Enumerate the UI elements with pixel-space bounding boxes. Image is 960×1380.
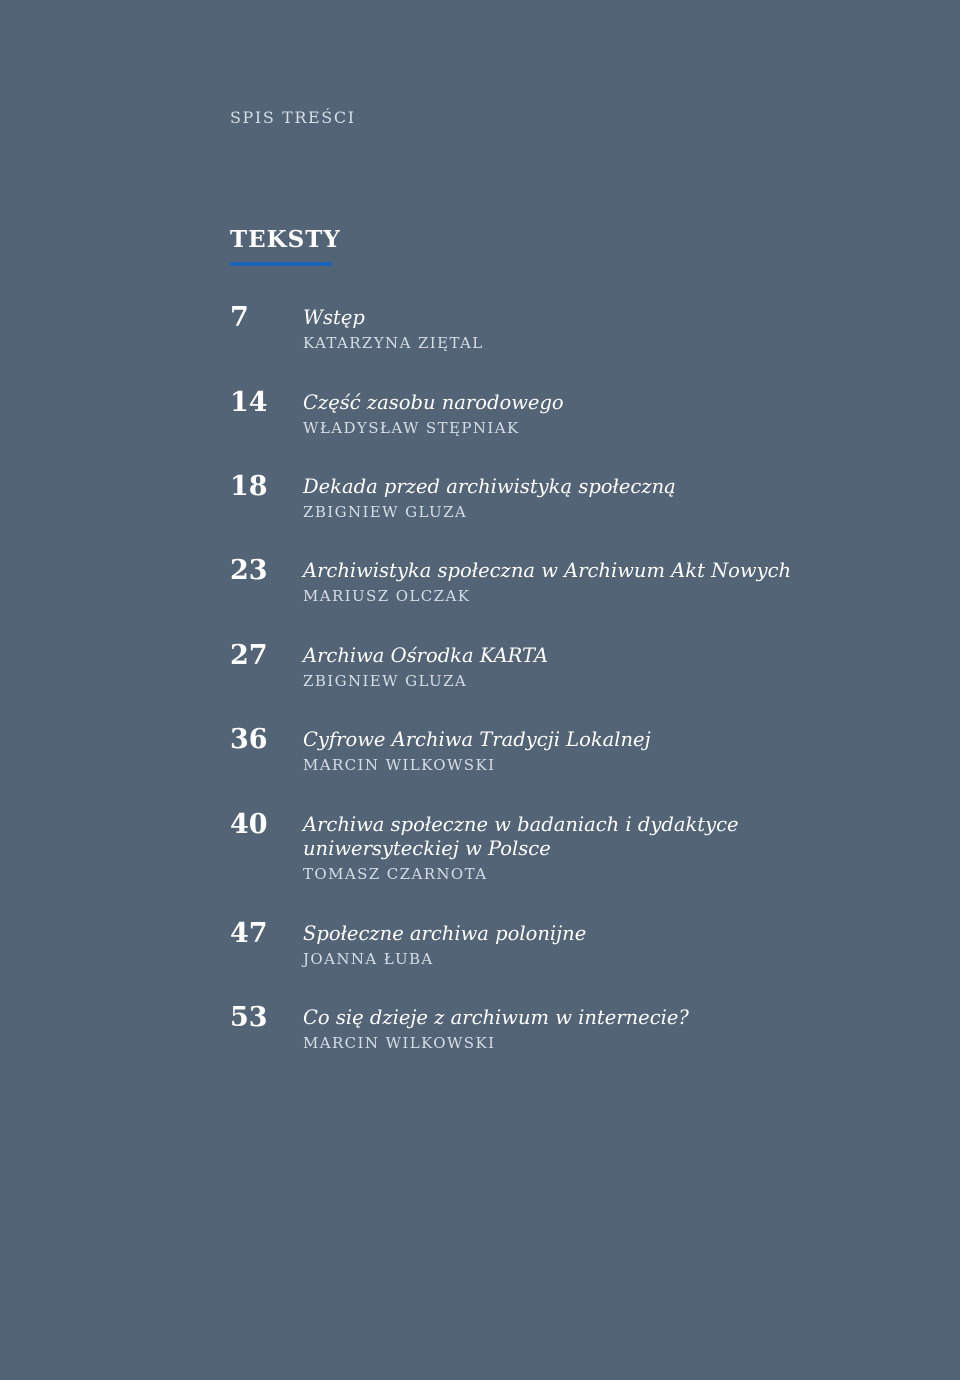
entry-page-number: 14 <box>230 387 268 418</box>
entry-page-number: 7 <box>230 302 249 333</box>
entry-author: WŁADYSŁAW STĘPNIAK <box>303 419 520 437</box>
entry-page-number: 23 <box>230 555 268 586</box>
entry-page-number: 53 <box>230 1002 268 1033</box>
entry-author: MARCIN WILKOWSKI <box>303 756 496 774</box>
entry-title <box>303 728 823 775</box>
entry-title-text: Dekada przed archiwistyką społeczną <box>303 475 676 498</box>
entry-title-text: Co się dzieje z archiwum w internecie? <box>303 1006 689 1029</box>
entry-title-text: Archiwistyka społeczna w Archiwum Akt Nowych <box>303 559 792 582</box>
entry-title-text: Część zasobu narodowego <box>303 391 564 414</box>
entry-title <box>303 813 823 884</box>
entry-page-number: 36 <box>230 724 268 755</box>
entry-title <box>303 1006 823 1053</box>
entry-title-text: Cyfrowe Archiwa Tradycji Lokalnej <box>303 728 651 751</box>
entry-author: JOANNA ŁUBA <box>303 950 434 968</box>
entry-author: ZBIGNIEW GLUZA <box>303 503 468 521</box>
entry-author: MARIUSZ OLCZAK <box>303 587 471 605</box>
entry-title-text: Wstęp <box>303 306 365 329</box>
entry-page-number: 18 <box>230 471 268 502</box>
entry-page-number: 27 <box>230 640 268 671</box>
entry-page-number: 47 <box>230 918 268 949</box>
entry-author: KATARZYNA ZIĘTAL <box>303 334 484 352</box>
entry-title <box>303 559 823 606</box>
entry-author: TOMASZ CZARNOTA <box>303 865 488 883</box>
entry-title <box>303 644 823 691</box>
entry-author: MARCIN WILKOWSKI <box>303 1034 496 1052</box>
entry-title <box>303 475 823 522</box>
entry-title-text: Społeczne archiwa polonijne <box>303 922 587 945</box>
entry-title <box>303 306 823 353</box>
entry-title <box>303 391 823 438</box>
entry-author: ZBIGNIEW GLUZA <box>303 672 468 690</box>
section-underline <box>230 262 332 266</box>
section-heading: TEKSTY <box>230 226 341 253</box>
page-header: SPIS TREŚCI <box>230 108 356 127</box>
entry-title-text: Archiwa Ośrodka KARTA <box>303 644 549 667</box>
entry-page-number: 40 <box>230 809 268 840</box>
entry-title <box>303 922 823 969</box>
entry-title-text: Archiwa społeczne w badaniach i dydaktyce uniwersyteckiej w Polsce <box>303 813 739 860</box>
